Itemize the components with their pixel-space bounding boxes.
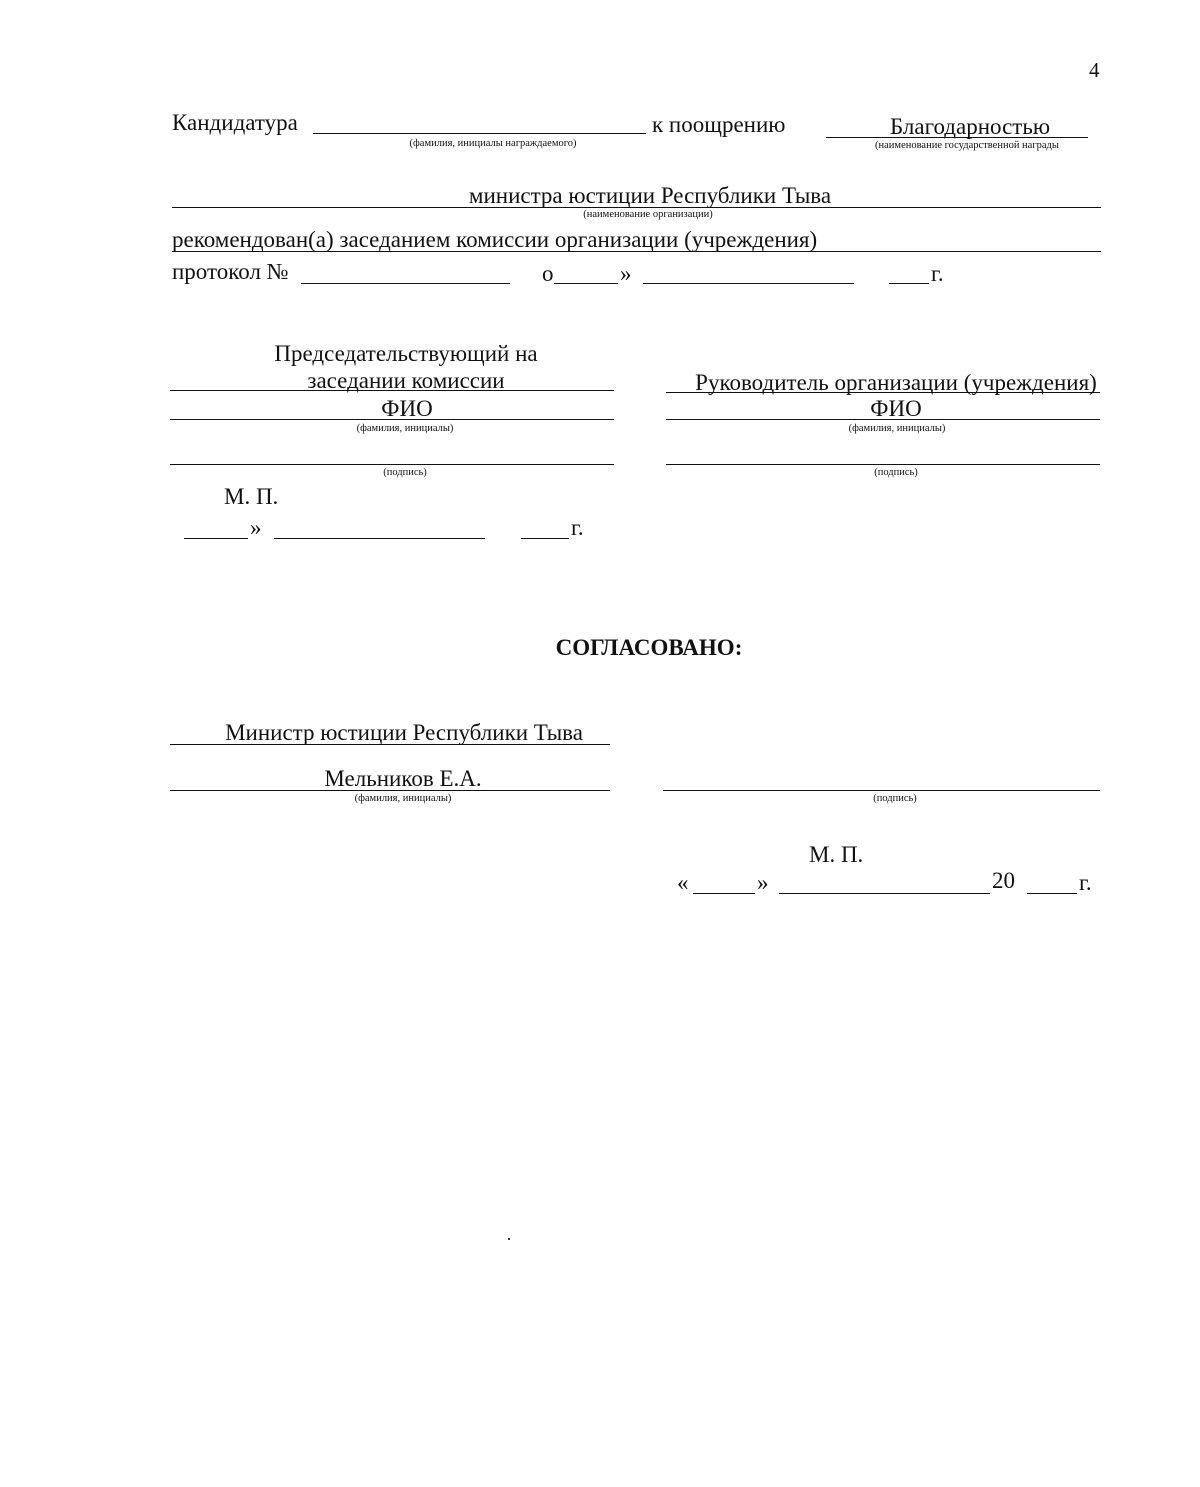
chairman-year-line[interactable]	[521, 538, 569, 539]
protocol-year-suffix: г.	[931, 261, 944, 286]
approval-heading: СОГЛАСОВАНО:	[555, 635, 743, 660]
organization-value: министра юстиции Республики Тыва	[468, 183, 832, 208]
approval-year-line[interactable]	[1027, 893, 1077, 894]
candidate-label: Кандидатура	[172, 110, 298, 135]
chairman-signature-line[interactable]	[170, 464, 614, 465]
award-value: Благодарностью	[889, 114, 1051, 139]
head-name: ФИО	[870, 396, 922, 421]
chairman-day-line[interactable]	[184, 538, 248, 539]
approval-name: Мельников Е.А.	[324, 766, 482, 791]
approval-stamp: М. П.	[809, 842, 864, 867]
approval-position: Министр юстиции Республики Тыва	[225, 720, 583, 745]
approval-month-line[interactable]	[779, 893, 990, 894]
protocol-month-line[interactable]	[643, 283, 854, 284]
approval-year-prefix: 20	[992, 868, 1015, 893]
chairman-name-caption: (фамилия, инициалы)	[356, 423, 454, 434]
chairman-title-line1: Председательствующий на	[274, 341, 538, 366]
chairman-stamp: М. П.	[224, 484, 279, 509]
head-signature-line[interactable]	[666, 464, 1100, 465]
chairman-quote-close: »	[250, 515, 262, 540]
page-number: 4	[1089, 58, 1100, 82]
chairman-signature-caption: (подпись)	[383, 467, 427, 478]
approval-year-suffix: г.	[1079, 870, 1092, 895]
candidate-name-line[interactable]	[313, 133, 646, 134]
scan-speck	[508, 1238, 510, 1240]
protocol-quote-close: »	[620, 261, 632, 286]
head-signature-caption: (подпись)	[874, 467, 918, 478]
approval-signature-caption: (подпись)	[873, 793, 917, 804]
head-title: Руководитель организации (учреждения)	[695, 370, 1097, 395]
protocol-day-line[interactable]	[554, 283, 618, 284]
promotion-label: к поощрению	[652, 112, 786, 137]
head-title-line	[666, 392, 1100, 393]
approval-quote-open: «	[677, 870, 689, 895]
approval-name-line[interactable]	[170, 790, 610, 791]
recommendation-line	[172, 251, 1101, 252]
organization-line[interactable]	[172, 207, 1101, 208]
head-name-caption: (фамилия, инициалы)	[848, 423, 946, 434]
approval-quote-close: »	[757, 870, 769, 895]
approval-day-line[interactable]	[693, 893, 755, 894]
head-name-line[interactable]	[666, 419, 1100, 420]
chairman-title-line2: заседании комиссии	[307, 368, 505, 393]
protocol-year-line[interactable]	[889, 283, 929, 284]
protocol-number-line[interactable]	[301, 283, 510, 284]
approval-name-caption: (фамилия, инициалы)	[354, 793, 452, 804]
candidate-name-caption: (фамилия, инициалы награждаемого)	[409, 138, 577, 149]
chairman-name: ФИО	[381, 396, 433, 421]
chairman-month-line[interactable]	[274, 538, 485, 539]
approval-position-line	[170, 744, 610, 745]
chairman-name-line[interactable]	[170, 419, 614, 420]
recommendation-text: рекомендован(а) заседанием комиссии организации (учреждения)	[172, 227, 818, 252]
approval-signature-line[interactable]	[663, 790, 1100, 791]
chairman-year-suffix: г.	[571, 515, 584, 540]
protocol-label: протокол №	[172, 259, 289, 284]
chairman-title-line	[170, 390, 614, 391]
award-line[interactable]	[826, 137, 1088, 138]
award-caption: (наименование государственной награды	[875, 140, 1059, 151]
organization-caption: (наименование организации)	[583, 209, 713, 220]
protocol-from-prefix: о	[542, 261, 554, 286]
